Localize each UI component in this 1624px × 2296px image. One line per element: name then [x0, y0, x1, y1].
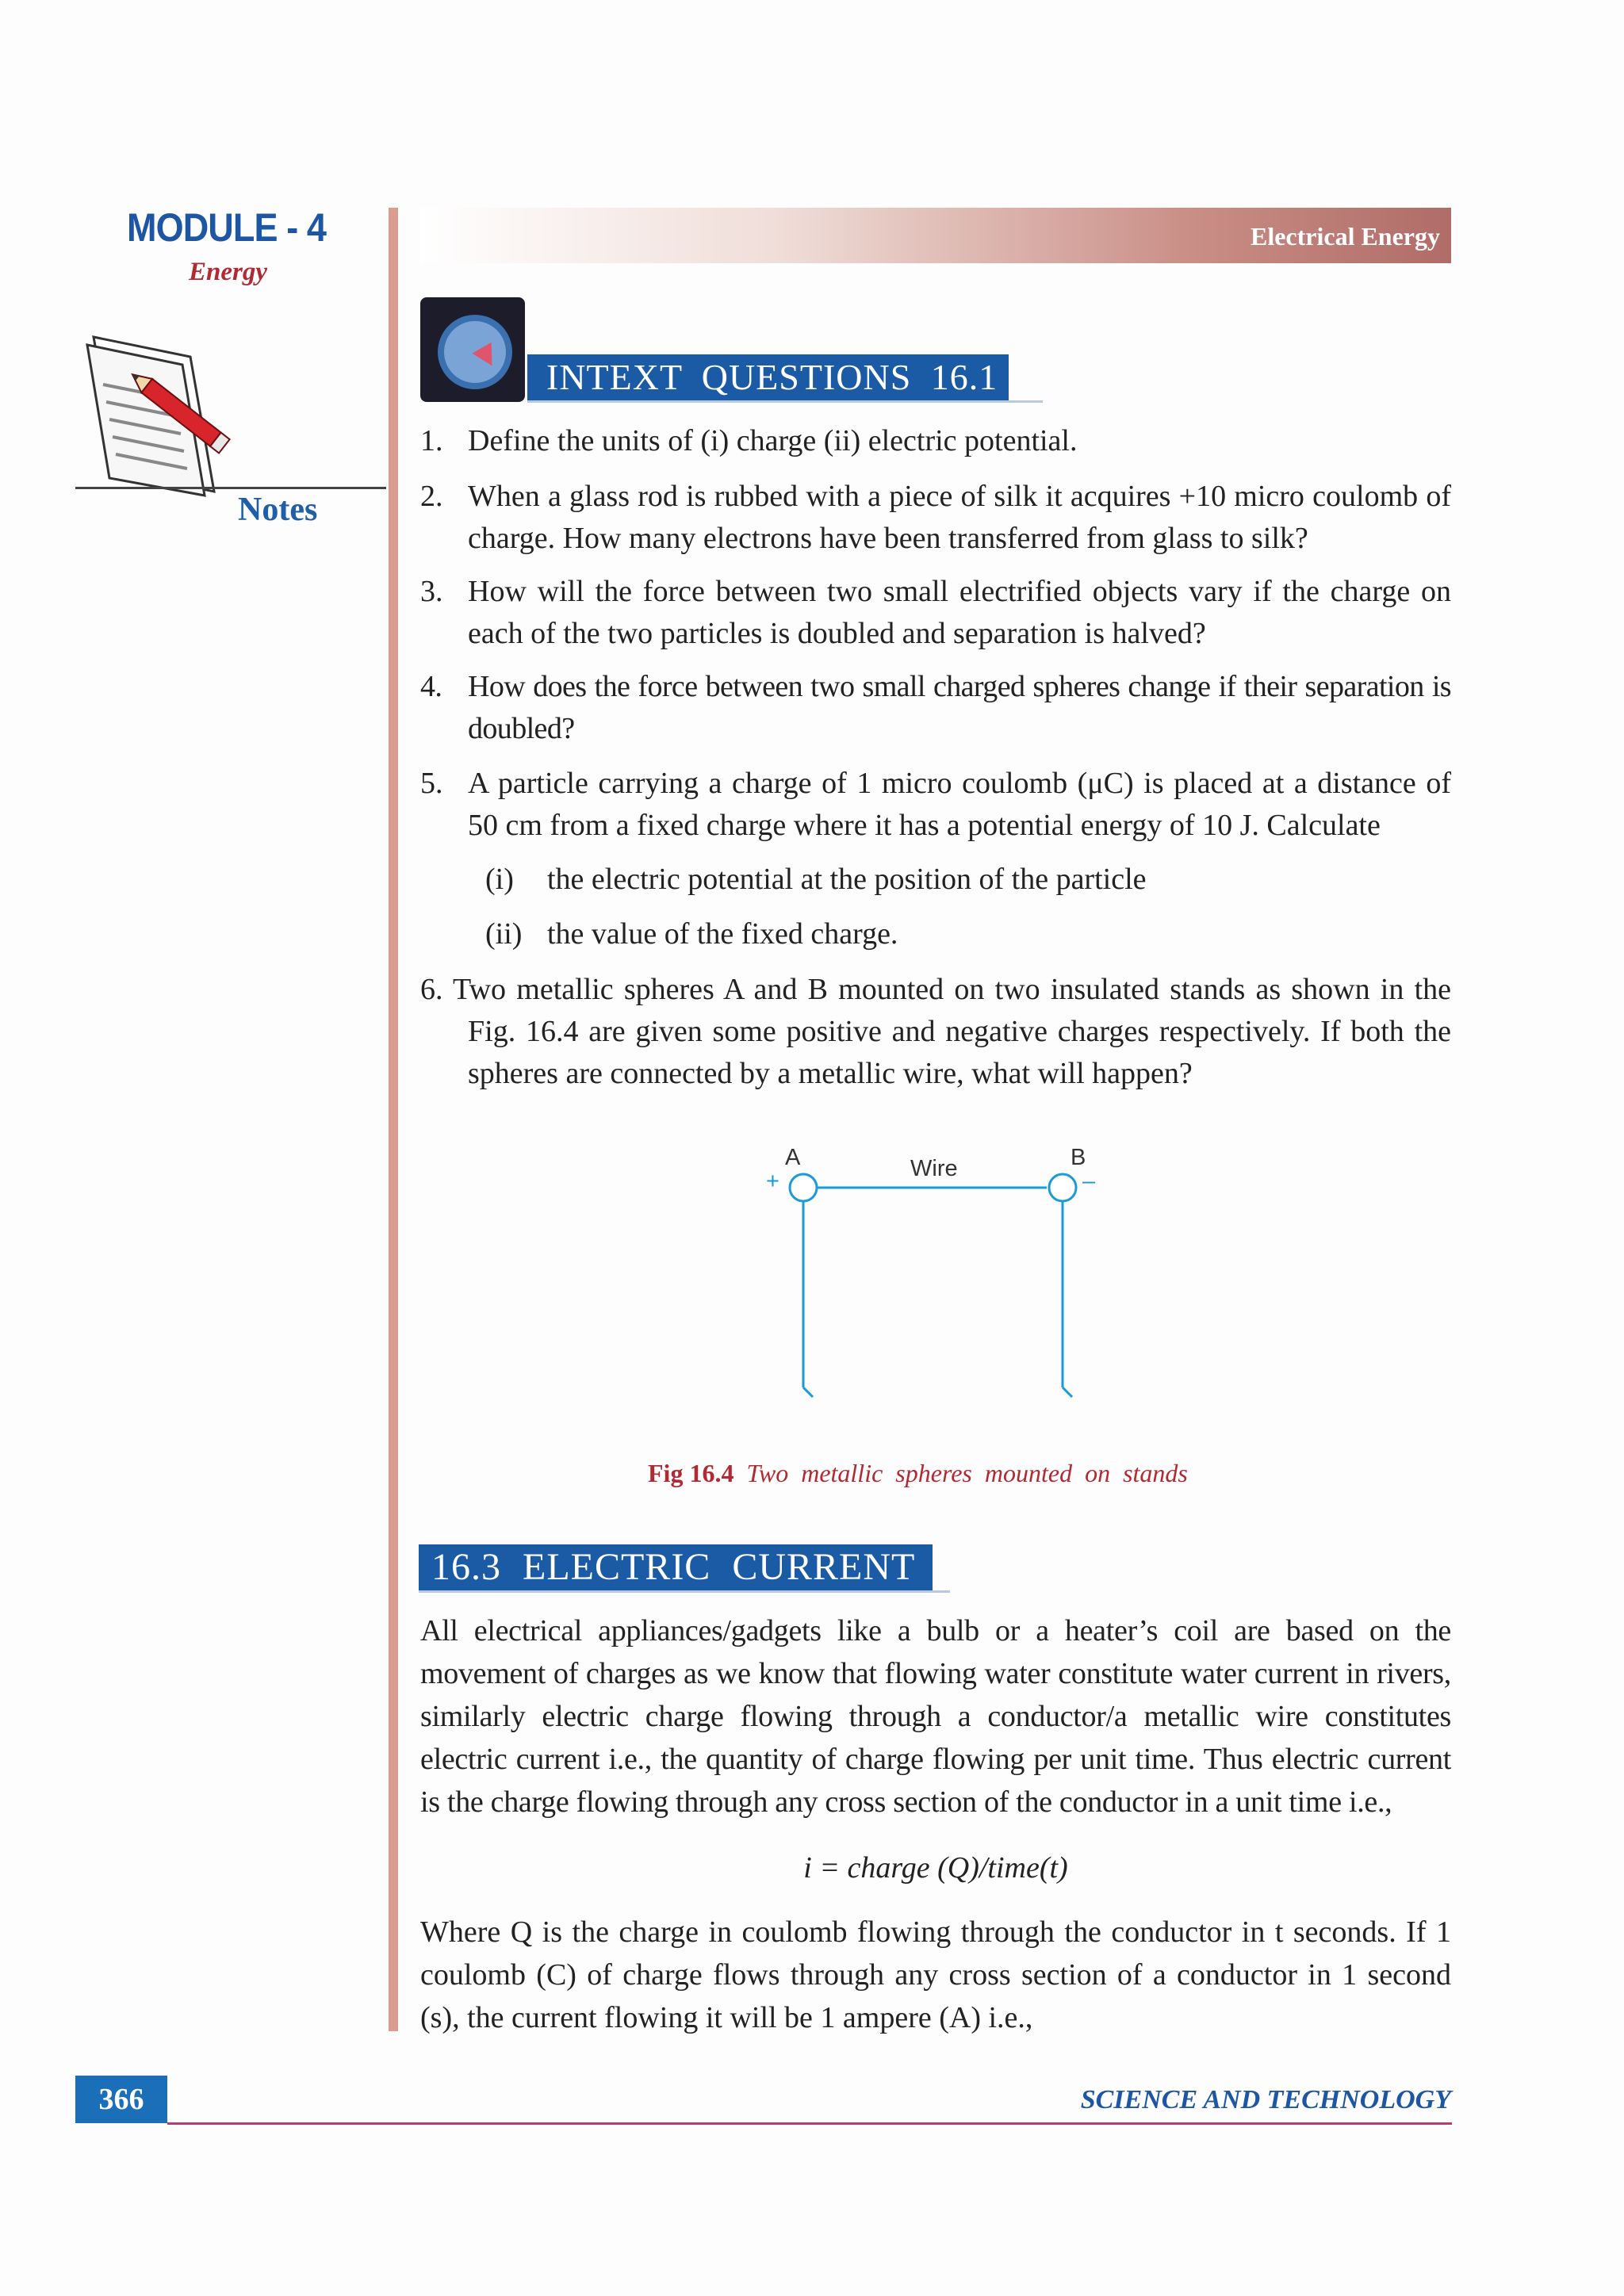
current-formula: i = charge (Q)/time(t)	[803, 1851, 1068, 1885]
section-paragraph-1: All electrical appliances/gadgets like a bulb or a heater’s coil are based on the movement of charges as we know that flowing water constitute water current in rivers, similarly electric charge flowing through a conductor/a metallic wire constitutes electric current i.e., the quantity of charge flowing per unit time. Thus electric current is the charge flowing through any cross section of the conductor in a unit time i.e.,	[420, 1614, 1451, 1819]
page-number: 366	[75, 2076, 167, 2123]
module-title: MODULE - 4	[127, 205, 327, 250]
section-title-underline	[419, 1590, 950, 1593]
minus-sign: –	[1082, 1169, 1096, 1194]
subpart-item: (i) the electric potential at the position of the particle	[485, 863, 1147, 896]
sphere-b-label: B	[1071, 1145, 1086, 1170]
vertical-margin-rule	[389, 208, 398, 2031]
footer-rule	[167, 2122, 1452, 2125]
question-item: 3. How will the force between two small electrified objects vary if the charge on each of the two particles is doubled and separation is halved?	[420, 575, 1451, 650]
sphere-a	[790, 1174, 817, 1201]
section-title: 16.3 ELECTRIC CURRENT	[419, 1544, 933, 1590]
chapter-title: Electrical Energy	[1250, 222, 1440, 251]
intext-title-underline	[527, 400, 1043, 403]
sphere-b	[1049, 1174, 1076, 1201]
question-item-6: 6. Two metallic spheres A and B mounted on two insulated stands as shown in the Fig. 16.4 are given some positive and negative charges respectively. If both the spheres are connected by a metallic wire, what will happen?	[420, 973, 1451, 1090]
question-icon	[420, 297, 525, 402]
intext-questions-title: INTEXT QUESTIONS 16.1	[527, 354, 1009, 400]
notes-rule	[75, 487, 386, 489]
question-item: 4. How does the force between two small charged spheres change if their separation is doubled?	[420, 670, 1451, 745]
question-item: 2. When a glass rod is rubbed with a piece of silk it acquires +10 micro coulomb of charge. How many electrons have been transferred from glass to silk?	[420, 480, 1451, 555]
sphere-a-label: A	[785, 1145, 801, 1170]
figure-caption: Fig 16.4 Two metallic spheres mounted on stands	[648, 1459, 1188, 1487]
notes-label: Notes	[238, 492, 318, 528]
question-item: 1. Define the units of (i) charge (ii) electric potential.	[420, 424, 1078, 457]
plus-sign: +	[766, 1169, 779, 1194]
book-title: SCIENCE AND TECHNOLOGY	[1080, 2085, 1451, 2114]
question-item: 5. A particle carrying a charge of 1 micro coulomb (μC) is placed at a distance of 50 cm from a fixed charge where it has a potential energy of 10 J. Calculate	[420, 767, 1451, 842]
module-subject: Energy	[189, 258, 267, 286]
wire-label: Wire	[910, 1156, 958, 1181]
notes-paper-pencil-icon	[71, 329, 238, 503]
section-paragraph-2: Where Q is the charge in coulomb flowing through the conductor in t seconds. If 1 coulomb (C) of charge flows through any cross section of a conductor in 1 second (s), the current flowing it will be 1 ampere (A) i.e.,	[420, 1915, 1451, 2034]
subpart-item: (ii) the value of the fixed charge.	[485, 917, 898, 951]
